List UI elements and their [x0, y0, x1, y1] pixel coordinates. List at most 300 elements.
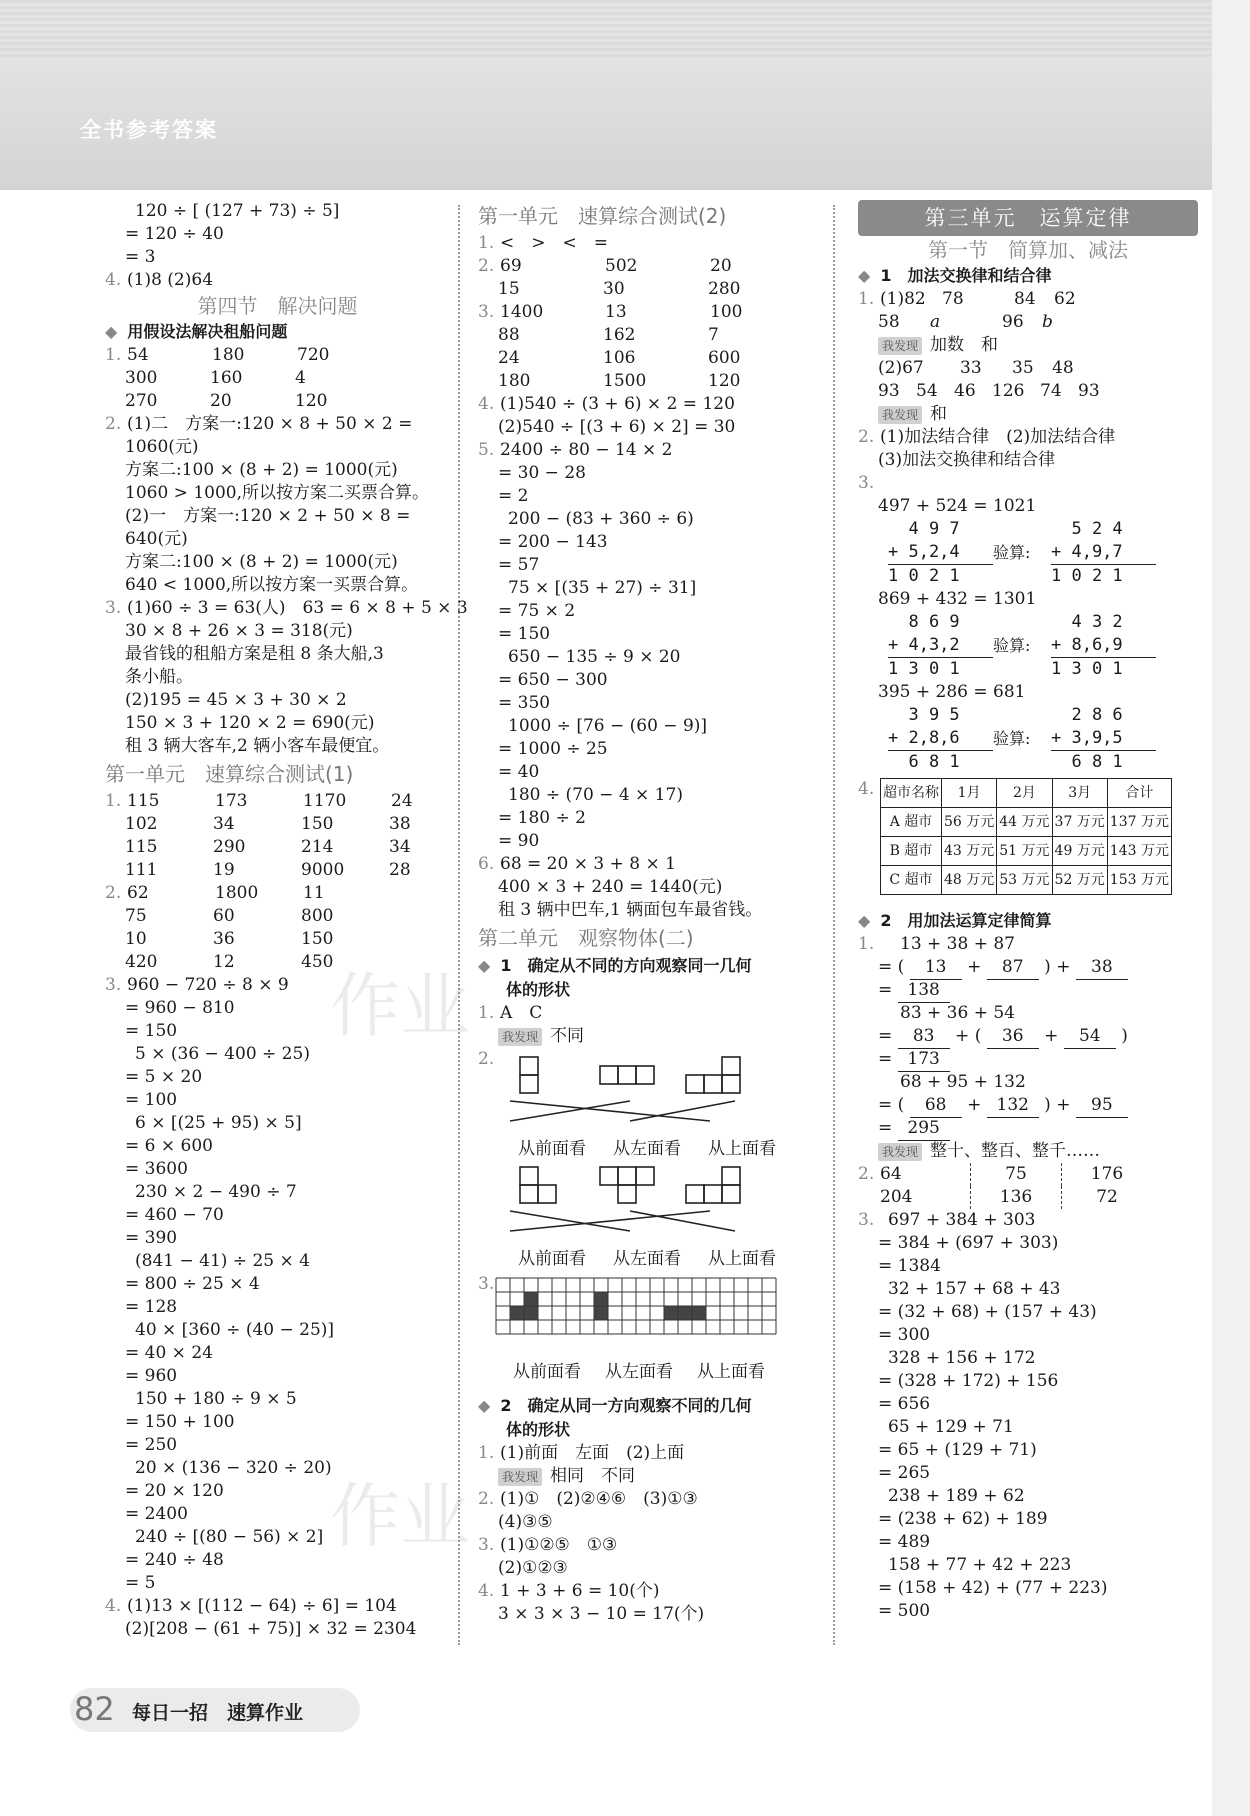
answer-text: 150 × 3 + 120 × 2 = 690(元) [125, 713, 375, 733]
answer-text: (3)加法交换律和结合律 [878, 450, 1056, 470]
cube-face [520, 1167, 538, 1185]
answer-text: (1)8 (2)64 [127, 270, 214, 290]
cube-face [686, 1075, 704, 1093]
answer-text: 租 3 辆大客车,2 辆小客车最便宜。 [125, 736, 390, 756]
answer-line [105, 200, 450, 223]
answer-line: 238 + 189 + 62 [888, 1486, 1025, 1506]
table-cell: 56 万元 [942, 808, 997, 837]
answer-line [858, 357, 1198, 380]
cube-face [704, 1075, 722, 1093]
answer-text: = 20 × 120 [125, 1481, 224, 1501]
answer-line [478, 577, 818, 600]
answer-cell: 150 [301, 814, 334, 834]
question-num: 6. [478, 854, 495, 874]
answer-line: = 1384 [878, 1256, 941, 1276]
answer-line [105, 882, 450, 905]
column-divider [833, 205, 835, 1645]
table-cell: 43 万元 [942, 837, 997, 866]
unit-title: 第一单元 速算综合测试(2) [478, 204, 727, 228]
answer-text: = 30 − 28 [498, 463, 586, 483]
answer-cell: 46 [954, 381, 976, 401]
discovery-line [858, 334, 1198, 357]
answer-text: (1)540 ÷ (3 + 6) × 2 = 120 [500, 394, 735, 414]
operator: ) [1115, 1026, 1128, 1046]
answer-text: = 350 [498, 693, 551, 713]
answer-line [478, 1534, 818, 1557]
answer-line [105, 1480, 450, 1503]
answer-text: 条小船。 [125, 667, 193, 687]
answer-line [858, 933, 1198, 956]
vertical-block [888, 611, 993, 681]
answer-cell: (1)82 [880, 289, 926, 309]
answer-text: 1000 ÷ [76 − (60 − 9)] [508, 716, 708, 736]
answer-text: (1)前面 左面 (2)上面 [500, 1443, 685, 1463]
answer-line [105, 1135, 450, 1158]
answer-cell: 64 [880, 1163, 971, 1186]
question-num: 4. [858, 779, 875, 799]
answer-cell: 180 [498, 371, 531, 391]
topic-heading [105, 320, 450, 344]
answer-column-2 [478, 200, 818, 1626]
answer-text: 180 ÷ (70 − 4 × 17) [508, 785, 683, 805]
answer-line [105, 1549, 450, 1572]
page-footer [70, 1688, 360, 1732]
table-cell: C 超市 [881, 866, 942, 895]
topic-heading: ◆ 2 用加法运算定律简算 [858, 911, 1052, 930]
answer-line [105, 1342, 450, 1365]
filled-cell [510, 1306, 524, 1320]
answer-line [478, 1442, 818, 1465]
question-num: 4. [105, 1596, 122, 1616]
answer-text: (2)①②③ [498, 1558, 568, 1578]
answer-cell: 13 [605, 302, 627, 322]
table-cell: 52 万元 [1052, 866, 1107, 895]
answer-cell: 75 [125, 906, 147, 926]
operator: + [961, 957, 987, 977]
answer-cell: 7 [708, 325, 719, 345]
result-blank: 138 [898, 979, 950, 1003]
answer-text: 3 × 3 × 3 − 10 = 17(个) [498, 1604, 705, 1624]
answer-line [105, 597, 468, 620]
calc-row: 3 9 5 [888, 705, 960, 725]
answer-line [105, 1296, 450, 1319]
cube-face [722, 1075, 740, 1093]
table-cell: 137 万元 [1107, 808, 1171, 837]
answer-cell: 180 [212, 345, 245, 365]
answer-text: = 390 [125, 1228, 178, 1248]
answer-line [105, 1066, 450, 1089]
answer-cell: 720 [297, 345, 330, 365]
unit-title: 第一单元 速算综合测试(1) [105, 762, 354, 786]
answer-blank: 13 [910, 956, 962, 980]
answer-cell: 115 [127, 791, 160, 811]
calc-row: 6 8 1 [1051, 750, 1156, 774]
answer-text: = 250 [125, 1435, 178, 1455]
answer-cell: 106 [603, 348, 636, 368]
answer-cell: 35 [1012, 358, 1034, 378]
vertical-block [888, 704, 993, 774]
answer-line [478, 830, 818, 853]
answer-line: 32 + 157 + 68 + 43 [888, 1279, 1061, 1299]
answer-text: 640 < 1000,所以按方案一买票合算。 [125, 575, 419, 595]
table-cell: 143 万元 [1107, 837, 1171, 866]
blank-line [858, 956, 1198, 979]
answer-text: 5 × (36 − 400 ÷ 25) [135, 1044, 310, 1064]
topic-text: 1 加法交换律和结合律 [880, 266, 1052, 285]
answer-line [478, 1603, 818, 1626]
answer-cell: 30 [603, 279, 625, 299]
answer-line [105, 344, 450, 367]
answer-line: 697 + 384 + 303 [888, 1210, 1036, 1230]
question-num: 5. [478, 440, 495, 460]
question-num: 2. [105, 883, 122, 903]
answer-cell: 100 [710, 302, 743, 322]
answer-text: = 40 × 24 [125, 1343, 213, 1363]
view-label: 从上面看 [708, 1249, 776, 1269]
question-num: 3. [478, 1535, 495, 1555]
table-row [881, 866, 1172, 895]
answer-line [478, 370, 818, 393]
filled-cell [664, 1306, 678, 1320]
table-header-cell: 超市名称 [881, 779, 942, 808]
book-title-b: 速算作业 [227, 1702, 304, 1724]
answer-text: (1)13 × [(112 − 64) ÷ 6] = 104 [127, 1596, 397, 1616]
vertical-block [1051, 518, 1156, 588]
question-num: 4. [478, 1581, 495, 1601]
answer-blank: 38 [1076, 956, 1128, 980]
table-cell: 153 万元 [1107, 866, 1171, 895]
answer-line [105, 643, 450, 666]
calc-row: + 4,9,7 [1051, 542, 1123, 562]
calc-row: 2 8 6 [1051, 705, 1123, 725]
answer-line [858, 1186, 1198, 1209]
answer-text: = 180 ÷ 2 [498, 808, 586, 828]
cube-face [618, 1185, 636, 1203]
equation: 497 + 524 = 1021 [878, 496, 1037, 516]
expression: 83 + 36 + 54 [900, 1003, 1015, 1023]
answer-line [105, 505, 450, 528]
answer-cell: 162 [603, 325, 636, 345]
answer-line [105, 666, 450, 689]
answer-line [105, 1043, 450, 1066]
answer-line [105, 1526, 450, 1549]
answer-text: (2)一 方案一:120 × 2 + 50 × 8 = [125, 506, 411, 526]
operator: ) + [1038, 1095, 1076, 1115]
cube-face [600, 1167, 618, 1185]
answer-text: 方案二:100 × (8 + 2) = 1000(元) [125, 552, 398, 572]
vertical-block [888, 518, 993, 588]
answer-cell: b [1042, 312, 1053, 332]
answer-line: 328 + 156 + 172 [888, 1348, 1036, 1368]
answer-line: = (328 + 172) + 156 [878, 1371, 1059, 1391]
answer-line [478, 807, 818, 830]
discovery-text: 加数 和 [930, 335, 999, 355]
blank-line [858, 979, 1198, 1002]
answer-cell: 28 [389, 860, 411, 880]
result-blank: 295 [898, 1117, 950, 1141]
answer-line [478, 347, 818, 370]
answer-line [478, 554, 818, 577]
answer-line [105, 1572, 450, 1595]
answer-cell: 102 [125, 814, 158, 834]
answer-cell: 48 [1052, 358, 1074, 378]
answer-line [478, 439, 818, 462]
answer-cell: 69 [500, 256, 522, 276]
discovery-tag: 我发现 [498, 1468, 542, 1486]
answer-line [478, 485, 818, 508]
answer-line [105, 1457, 450, 1480]
answer-cell: 502 [605, 256, 638, 276]
answer-line: = 500 [878, 1601, 931, 1621]
topic-heading [478, 1394, 818, 1418]
answer-line: = (238 + 62) + 189 [878, 1509, 1048, 1529]
answer-cell: 126 [992, 381, 1025, 401]
answer-text: 30 × 8 + 26 × 3 = 318(元) [125, 621, 353, 641]
expression: 68 + 95 + 132 [900, 1072, 1026, 1092]
operator: = ( [878, 957, 910, 977]
vertical-block [1051, 611, 1156, 681]
question-num: 3. [105, 975, 122, 995]
answer-cell: 160 [210, 368, 243, 388]
view-label: 从前面看 [518, 1139, 586, 1159]
answer-line [105, 1181, 450, 1204]
verify-label: 验算: [993, 729, 1031, 748]
answer-line [105, 1112, 450, 1135]
answer-line [478, 738, 818, 761]
table-cell: B 超市 [881, 837, 942, 866]
answer-text: = 240 ÷ 48 [125, 1550, 224, 1570]
answer-text: = 960 [125, 1366, 178, 1386]
answer-line [105, 1089, 450, 1112]
answer-cell: 19 [213, 860, 235, 880]
answer-text: = 150 [125, 1021, 178, 1041]
calc-row: 1 3 0 1 [888, 657, 993, 681]
topic-text: 2 确定从同一方向观察不同的几何 [500, 1396, 752, 1415]
discovery-text: 和 [930, 404, 948, 424]
answer-line: = (158 + 42) + (77 + 223) [878, 1578, 1108, 1598]
verify-label: 验算: [993, 543, 1031, 562]
answer-cell: 4 [295, 368, 306, 388]
answer-text: 650 − 135 ÷ 9 × 20 [508, 647, 681, 667]
answer-text: 2400 ÷ 80 − 14 × 2 [500, 440, 673, 460]
answer-cell: 600 [708, 348, 741, 368]
answer-cell: 96 [1002, 312, 1024, 332]
answer-cell: 12 [213, 952, 235, 972]
topic-heading-cont: 体的形状 [506, 980, 571, 999]
view-labels [478, 1248, 818, 1271]
answer-blank: 68 [910, 1094, 962, 1118]
answer-text: = 800 ÷ 25 × 4 [125, 1274, 260, 1294]
filled-cell [692, 1306, 706, 1320]
question-num: 2. [478, 1489, 495, 1509]
answer-line [105, 528, 450, 551]
question-num: 1. [105, 345, 122, 365]
answer-line [478, 876, 818, 899]
operator: = [878, 1026, 898, 1046]
answer-cell: 58 [878, 312, 900, 332]
filled-cell [678, 1306, 692, 1320]
question-num: 1. [478, 1443, 495, 1463]
answer-line [478, 715, 818, 738]
table-row [881, 837, 1172, 866]
answer-cell: 111 [125, 860, 158, 880]
expression: 13 + 38 + 87 [900, 934, 1015, 954]
table-cell: 49 万元 [1052, 837, 1107, 866]
answer-cell: 62 [1054, 289, 1076, 309]
answer-line: = 265 [878, 1463, 931, 1483]
calc-row: 1 0 2 1 [888, 564, 993, 588]
answer-line [858, 1002, 1198, 1025]
answer-line [105, 367, 450, 390]
answer-cell: 800 [301, 906, 334, 926]
answer-cell: 1800 [215, 883, 259, 903]
cube-face [704, 1185, 722, 1203]
answer-cell: 62 [127, 883, 149, 903]
calc-row: 5 2 4 [1051, 519, 1123, 539]
operator: + ( [949, 1026, 987, 1046]
answer-column-1 [105, 200, 468, 1641]
answer-cell: 150 [301, 929, 334, 949]
answer-line: = 656 [878, 1394, 931, 1414]
view-label: 从上面看 [697, 1362, 765, 1382]
section-title: 第四节 解决问题 [197, 294, 358, 318]
answer-line [105, 1250, 450, 1273]
operator: = ( [878, 1095, 910, 1115]
operator: + [961, 1095, 987, 1115]
cube-face [520, 1185, 538, 1203]
answer-line [105, 1020, 450, 1043]
answer-cell: 54 [916, 381, 938, 401]
operator: + [1038, 1026, 1064, 1046]
filled-cell [594, 1306, 608, 1320]
answer-text: (1)① (2)②④⑥ (3)①③ [500, 1489, 698, 1509]
cube-face [520, 1075, 538, 1093]
unit-title: 第二单元 观察物体(二) [478, 926, 694, 950]
question-num: 3. [105, 598, 122, 618]
answer-line [478, 784, 818, 807]
answer-line: = 65 + (129 + 71) [878, 1440, 1037, 1460]
answer-cell: 20 [210, 391, 232, 411]
answer-text: (1)①②⑤ ①③ [500, 1535, 618, 1555]
answer-text: = 1000 ÷ 25 [498, 739, 608, 759]
answer-line [105, 269, 450, 292]
answer-line [105, 551, 450, 574]
answer-text: = 3600 [125, 1159, 188, 1179]
question-num: 3. [478, 302, 495, 322]
answer-text: 150 + 180 ÷ 9 × 5 [135, 1389, 297, 1409]
book-title [132, 1698, 303, 1725]
operator: = [878, 980, 898, 1000]
answer-cell: 38 [389, 814, 411, 834]
answer-line [105, 1365, 450, 1388]
page-number: 82 [74, 1690, 115, 1728]
answer-line [478, 600, 818, 623]
answer-line [478, 508, 818, 531]
answer-text: 68 = 20 × 3 + 8 × 1 [500, 854, 676, 874]
header-title: 全书参考答案 [80, 118, 218, 142]
view-label: 从前面看 [513, 1362, 581, 1382]
answer-cell: 54 [127, 345, 149, 365]
topic-heading: ◆ 1 加法交换律和结合律 [858, 266, 1052, 285]
calc-row: 6 8 1 [888, 750, 993, 774]
answer-line [105, 1158, 450, 1181]
table-header-cell: 1月 [942, 779, 997, 808]
answer-cell: 1500 [603, 371, 647, 391]
answer-cell: 33 [960, 358, 982, 378]
answer-line [105, 974, 450, 997]
answer-cell: 120 [708, 371, 741, 391]
answer-text: 相同 不同 [550, 1466, 636, 1486]
calc-row: 1 0 2 1 [1051, 564, 1156, 588]
cube-face [722, 1167, 740, 1185]
answer-column-3 [858, 200, 1198, 1623]
answer-text: = 2 [498, 486, 529, 506]
view-label: 从左面看 [613, 1139, 681, 1159]
table-header-cell: 合计 [1107, 779, 1171, 808]
answer-text: = 960 − 810 [125, 998, 235, 1018]
answer-text: 75 × [(35 + 27) ÷ 31] [508, 578, 697, 598]
answer-cell: 115 [125, 837, 158, 857]
answer-line [858, 288, 1198, 311]
answer-text: 1060(元) [125, 437, 199, 457]
answer-text: (1)加法结合律 (2)加法结合律 [880, 427, 1116, 447]
book-title-a: 每日一招 [132, 1702, 209, 1724]
answer-text: 最省钱的租船方案是租 8 条大船,3 [125, 644, 384, 664]
calc-row: + 2,8,6 [888, 728, 960, 748]
view-diagram-2 [500, 1163, 770, 1259]
calc-row: + 8,6,9 [1051, 635, 1123, 655]
answer-text: 1060 > 1000,所以按方案二买票合算。 [125, 483, 429, 503]
blank-line [858, 1117, 1198, 1140]
view-labels [478, 1138, 818, 1161]
answer-text: = 128 [125, 1297, 178, 1317]
answer-line [105, 928, 450, 951]
operator: = [878, 1118, 898, 1138]
answer-line [478, 1465, 818, 1488]
blank-line [858, 1094, 1198, 1117]
answer-line [478, 416, 818, 439]
answer-cell: 24 [391, 791, 413, 811]
answer-text: = 57 [498, 555, 540, 575]
unit-banner: 第三单元 运算定律 [858, 200, 1198, 236]
answer-line [478, 853, 818, 876]
question-num: 1. [478, 233, 495, 253]
answer-line [478, 1511, 818, 1534]
table-cell: 53 万元 [997, 866, 1052, 895]
answer-line [478, 1025, 818, 1048]
answer-line: 65 + 129 + 71 [888, 1417, 1014, 1437]
discovery-line [858, 1140, 1198, 1163]
answer-cell: 72 [1096, 1187, 1118, 1207]
answer-line [858, 1163, 1198, 1186]
topic-text: 用假设法解决租船问题 [127, 322, 288, 341]
answer-cell: (2)67 [878, 358, 924, 378]
answer-line [105, 574, 450, 597]
answer-line [478, 1580, 818, 1603]
answer-cell: a [930, 312, 941, 332]
answer-line: 2. (1)加法结合律 (2)加法结合律 [858, 427, 1116, 447]
table-header-cell: 3月 [1052, 779, 1107, 808]
cube-face [636, 1167, 654, 1185]
calc-row: 1 3 0 1 [1051, 657, 1156, 681]
answer-line [105, 712, 450, 735]
answer-cell: 9000 [301, 860, 345, 880]
answer-blank: 95 [1076, 1094, 1128, 1118]
discovery-tag: 我发现 [878, 337, 922, 355]
answer-line [105, 436, 450, 459]
diamond-icon: ◆ [105, 322, 118, 341]
vertical-block [1051, 704, 1156, 774]
